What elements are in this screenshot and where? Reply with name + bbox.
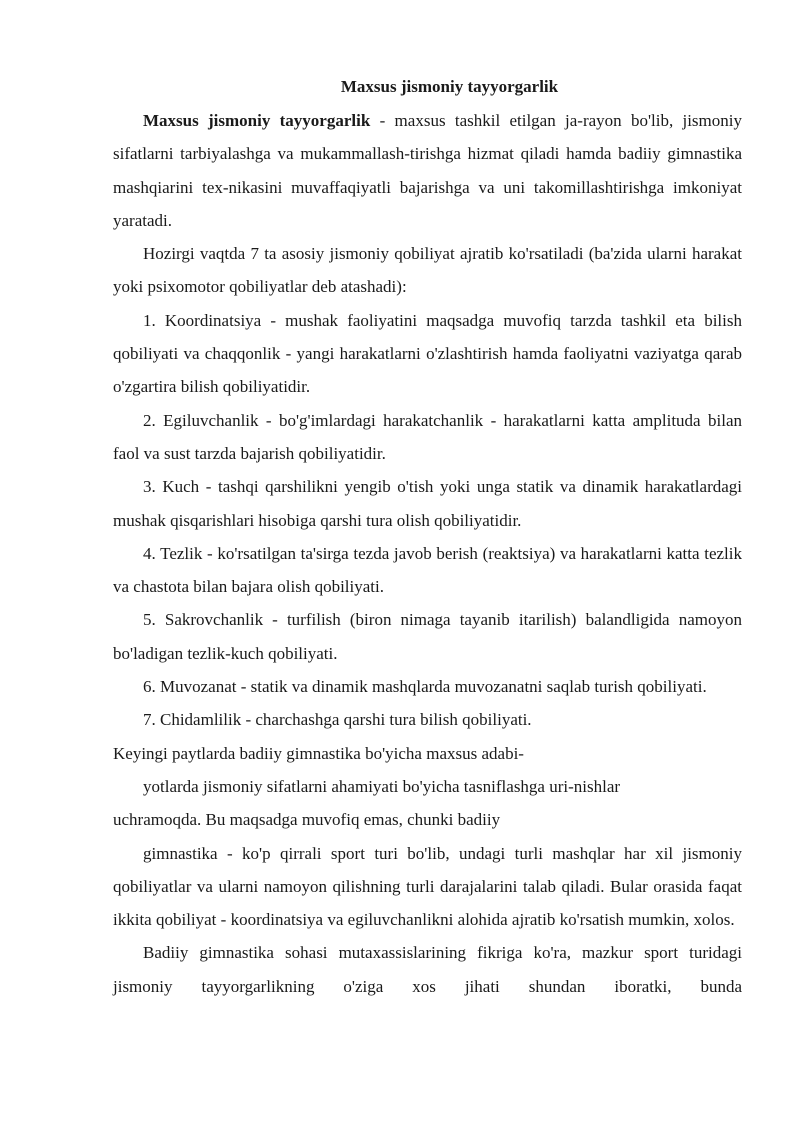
list-item-endurance: 7. Chidamlilik - charchashga qarshi tura bilish qobiliyati.: [143, 710, 532, 730]
intro-text: - maxsus tashkil etilgan ja-rayon bo'lib, jismoniy sifatlarni tarbiyalashga va mukammallash-tirishga hizmat qiladi hamda badiiy gimnastika mashqiarini tex-nikasini muvaffaqiyatli bajarishga va uni takomillashtirishga imkoniyat yaratadi.: [113, 111, 742, 230]
page-title: Maxsus jismoniy tayyorgarlik: [340, 77, 559, 96]
paragraph-abilities-intro: Hozirgi vaqtda 7 ta asosiy jismoniy qobiliyat ajratib ko'rsatiladi (ba'zida ularni harakat yoki psixomotor qobiliyatlar deb atashadi):: [113, 244, 742, 297]
intro-term: Maxsus jismoniy tayyorgarlik: [143, 111, 371, 130]
list-item-coordination: 1. Koordinatsiya - mushak faoliyatini maqsadga muvofiq tarzda tashkil eta bilish qobiliyati va chaqqonlik - yangi harakatlarni o'zlashtirish hamda faoliyatni vaziyatga qarab o'zgartira bilish qobiliyatidir.: [113, 310, 742, 397]
document-page: [113, 76, 742, 1003]
list-item-balance: 6. Muvozanat - statik va dinamik mashqlarda muvozanatni saqlab turish qobiliyati.: [143, 677, 707, 697]
paragraph-line-c: uchramoqda. Bu maqsadga muvofiq emas, chunki badiiy: [113, 810, 501, 830]
intro-paragraph: [113, 104, 742, 237]
paragraph-gymnastics: gimnastika - ko'p qirrali sport turi bo'lib, undagi turli mashqlar har xil jismoniy qobiliyatlar va ularni namoyon qilishning turli darajalarini talab qiladi. Bular orasida faqat ikkita qobiliyat - koordinatsiya va egiluvchanlikni alohida ajratib ko'rsatish mumkin, xolos.: [113, 843, 742, 930]
list-item-speed: 4. Tezlik - ko'rsatilgan ta'sirga tezda javob berish (reaktsiya) va harakatlarni katta tezlik va chastota bilan bajara olish qobiliyati.: [113, 543, 742, 597]
paragraph-line-a: Keyingi paytlarda badiiy gimnastika bo'yicha maxsus adabi-: [113, 743, 524, 763]
list-item-jumping: 5. Sakrovchanlik - turfilish (biron nimaga tayanib itarilish) balandligida namoyon bo'ladigan tezlik-kuch qobiliyati.: [113, 610, 742, 663]
paragraph-specialists: Badiiy gimnastika sohasi mutaxassislarining fikriga ko'ra, mazkur sport turidagi jismoniy tayyorgarlikning o'ziga xos jihati shundan iboratki, bunda: [113, 943, 742, 996]
list-item-strength: 3. Kuch - tashqi qarshilikni yengib o'tish yoki unga statik va dinamik harakatlardagi mushak qisqarishlari hisobiga qarshi tura olish qobiliyatidir.: [113, 477, 742, 530]
paragraph-line-b: yotlarda jismoniy sifatlarni ahamiyati bo'yicha tasniflashga uri-nishlar: [143, 776, 621, 796]
list-item-flexibility: 2. Egiluvchanlik - bo'g'imlardagi harakatchanlik - harakatlarni katta amplituda bilan faol va sust tarzda bajarish qobiliyatidir.: [113, 410, 742, 463]
